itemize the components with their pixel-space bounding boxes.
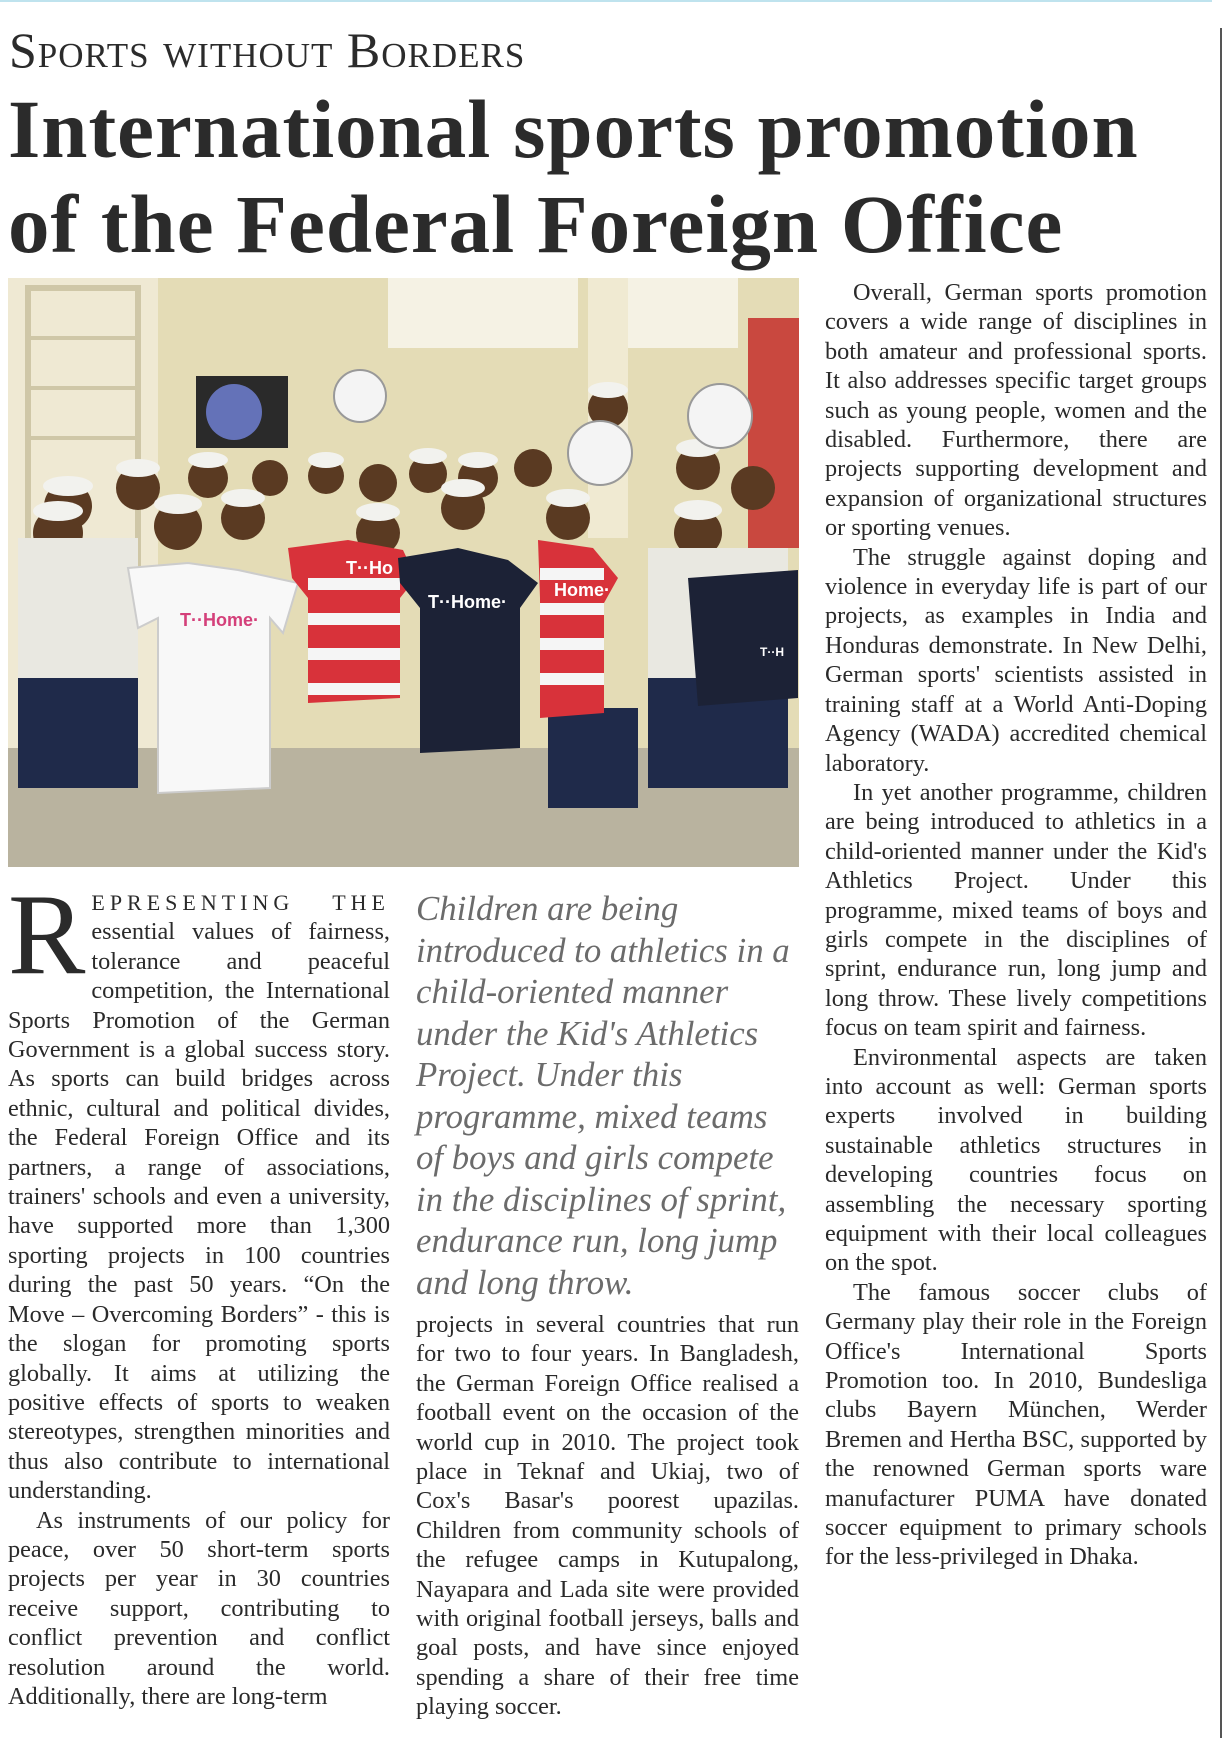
lead-in: EPRESENTING THE	[91, 890, 390, 915]
drop-cap: R	[8, 871, 86, 999]
paragraph: The struggle against doping and violence in everyday life is part of our projects, as examples in India and Honduras demonstrate. In New Delhi, German sports' scientists assisted in training staff at a World Anti-Doping Agency (WADA) accredited chemical laboratory.	[825, 543, 1207, 777]
section-kicker: Sports without Borders	[9, 22, 526, 78]
shirt-text: T··H	[760, 645, 784, 659]
paragraph: The famous soccer clubs of Germany play their role in the Foreign Office's International Sports Promotion too. In 2010, Bundesliga clubs Bayern München, Werder Bremen and Hertha BSC, supported by the renowned German sports ware manufacturer PUMA have donated soccer equipment to primary schools for the less-privileged in Dhaka.	[825, 1278, 1207, 1571]
article-headline: International sports promotion of the Federal Foreign Office	[8, 83, 1139, 270]
column-3	[825, 278, 1207, 1572]
paragraph	[8, 871, 390, 1506]
paragraph: Environmental aspects are taken into account as well: German sports experts involved in building sustainable athletics structures in developing countries focus on assembling the necessary sporting equipment with their local colleagues on the spot.	[825, 1043, 1207, 1277]
shirt-text: Home·	[554, 580, 611, 600]
top-rule	[0, 0, 1212, 2]
column-rule	[1220, 28, 1222, 1738]
pull-quote: Children are being introduced to athletics in a child-oriented manner under the Kid's Athletics Project. Under this programme, mixed teams of boys and girls compete in the disciplines of sprint, endurance run, long jump and long throw.	[416, 889, 790, 1302]
paragraph-text: essential values of fairness, tolerance and peaceful competition, the International Sports Promotion of the German Government is a global success story. As sports can build bridges across ethnic, cultural and political divides, the Federal Foreign Office and its partners, a range of associations, trainers' schools and even a university, have supported more than 1,300 sporting projects in 100 countries during the past 50 years. “On the Move – Overcoming Borders” - this is the slogan for promoting sports globally. It aims at utilizing the positive effects of sports to weaken stereotypes, strengthen minorities and thus also contribute to international understanding.	[8, 918, 390, 1505]
paragraph: In yet another programme, children are being introduced to athletics in a child-oriented manner under the Kid's Athletics Project. Under this programme, mixed teams of boys and girls compete in the disciplines of sprint, endurance run, long jump and long throw. These lively competitions focus on team spirit and fairness.	[825, 778, 1207, 1042]
paragraph: As instruments of our policy for peace, over 50 short-term sports projects per year in 30 countries receive support, contributing to conflict prevention and conflict resolution around the world. Additionally, there are long-term	[8, 1506, 390, 1710]
column-2	[416, 1310, 799, 1722]
shirt-text: T··Home·	[180, 610, 259, 630]
paragraph: Overall, German sports promotion covers a wide range of disciplines in both amateur and professional sports. It also addresses specific target groups such as young people, women and the disabled. Furthermore, there are projects supporting development and expansion of organizational structures or sporting venues.	[825, 279, 1207, 542]
shirt-text: T··Ho	[346, 558, 393, 578]
shirt-text: T··Home·	[428, 592, 507, 612]
column-1	[8, 871, 390, 1711]
article-photo	[8, 278, 799, 867]
paragraph: projects in several countries that run for two to four years. In Bangladesh, the German Foreign Office realised a football event on the occasion of the world cup in 2010. The project took place in Teknaf and Ukiaj, two of Cox's Basar's poorest upazilas. Children from community schools of the refugee camps in Kutupalong, Nayapara and Lada site were provided with original football jerseys, balls and goal posts, and have since enjoyed spending a share of their free time playing soccer.	[416, 1311, 799, 1721]
